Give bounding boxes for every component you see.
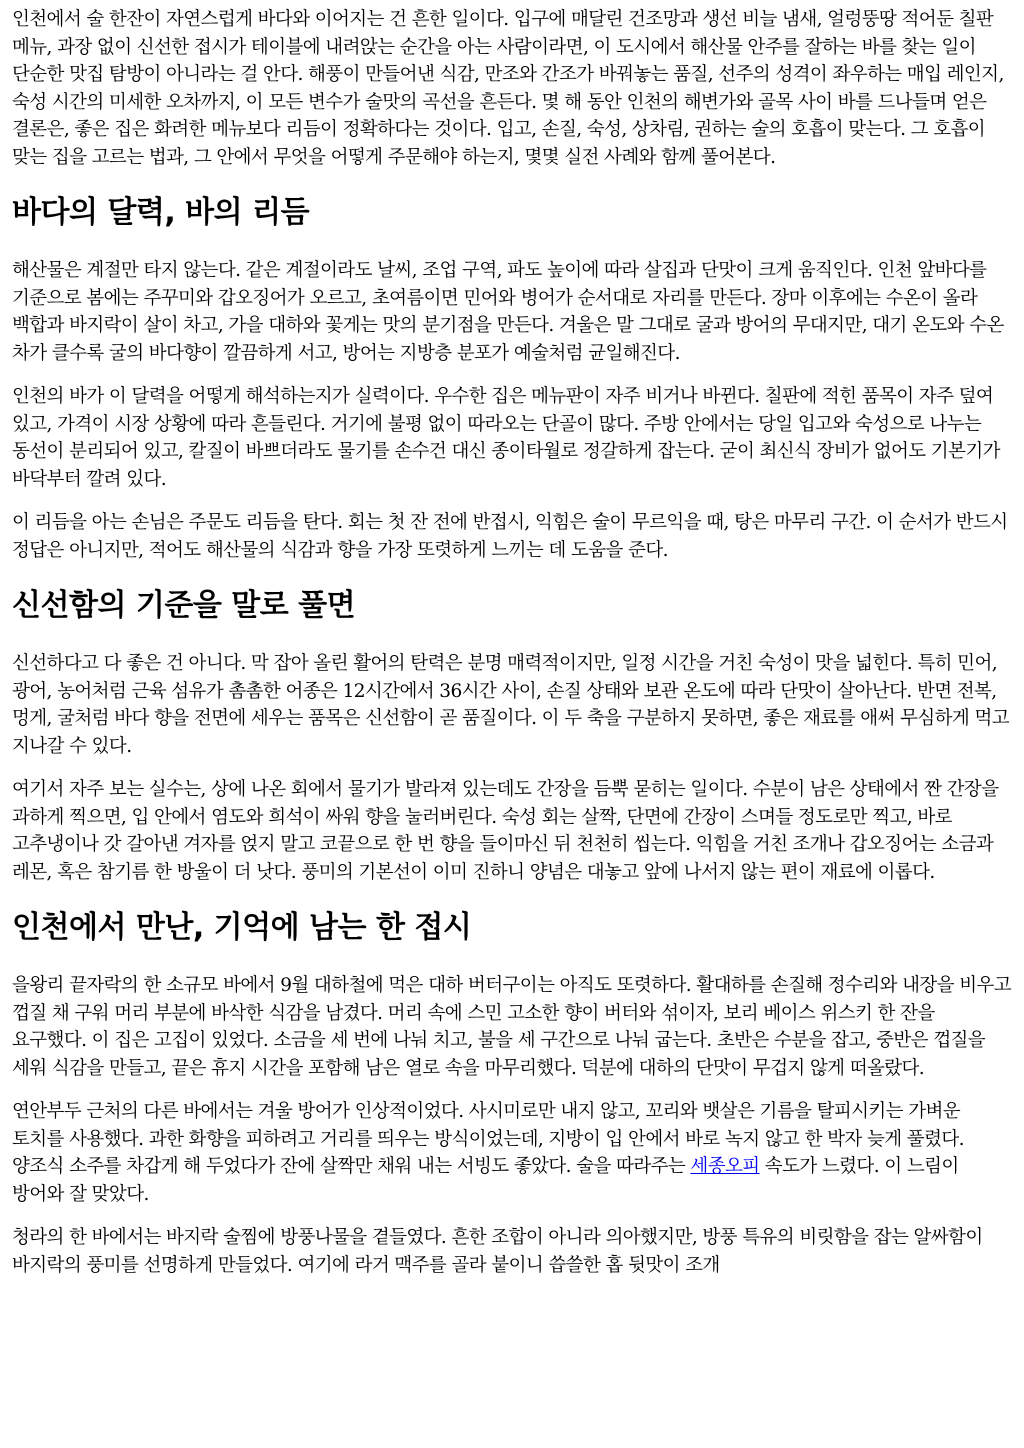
- inline-link[interactable]: 세종오피: [690, 1156, 760, 1177]
- paragraph-text: 속도가 느렸다. 이 느림이 방어와 잘 맞았다.: [12, 1156, 959, 1205]
- paragraph-with-link: [12, 1098, 1012, 1208]
- paragraph: 인천의 바가 이 달력을 어떻게 해석하는지가 실력이다. 우수한 집은 메뉴판이 자주 비거나 바뀐다. 칠판에 적힌 품목이 자주 덮여 있고, 가격이 시장 상황에 따라 흔들린다. 거기에 불평 없이 따라오는 단골이 많다. 주방 안에서는 당일 입고와 숙성으로 나누는 동선이 분리되어 있고, 칼질이 바쁘더라도 물기를 손수건 대신 종이타월로 정갈하게 잡는다. 굳이 최신식 장비가 없어도 기본기가 바닥부터 깔려 있다.: [12, 386, 1000, 490]
- paragraph: 청라의 한 바에서는 바지락 술찜에 방풍나물을 곁들였다. 흔한 조합이 아니라 의아했지만, 방풍 특유의 비릿함을 잡는 알싸함이 바지락의 풍미를 선명하게 만들었다. 여기에 라거 맥주를 골라 붙이니 씁쓸한 홉 뒷맛이 조개: [12, 1227, 983, 1276]
- section-heading-freshness: 신선함의 기준을 말로 풀면: [12, 588, 356, 623]
- paragraph: 해산물은 계절만 타지 않는다. 같은 계절이라도 날씨, 조업 구역, 파도 높이에 따라 살집과 단맛이 크게 움직인다. 인천 앞바다를 기준으로 봄에는 주꾸미와 갑오징어가 오르고, 초여름이면 민어와 병어가 순서대로 자리를 만든다. 장마 이후에는 수온이 올라 백합과 바지락이 살이 차고, 가을 대하와 꽃게는 맛의 분기점을 만든다. 겨울은 말 그대로 굴과 방어의 무대지만, 대기 온도와 수온 차가 클수록 굴의 바다향이 깔끔하게 서고, 방어는 지방층 분포가 예술처럼 균일해진다.: [12, 260, 1004, 364]
- paragraph: 을왕리 끝자락의 한 소규모 바에서 9월 대하철에 먹은 대하 버터구이는 아직도 또렷하다. 활대하를 손질해 정수리와 내장을 비우고 껍질 채 구워 머리 부분에 바삭한 식감을 남겼다. 머리 속에 스민 고소한 향이 버터와 섞이자, 보리 베이스 위스키 한 잔을 요구했다. 이 집은 고집이 있었다. 소금을 세 번에 나눠 치고, 불을 세 구간으로 나눠 굽는다. 초반은 수분을 잡고, 중반은 껍질을 세워 식감을 만들고, 끝은 휴지 시간을 포함해 남은 열로 속을 마무리했다. 덕분에 대하의 단맛이 무겁지 않게 떠올랐다.: [12, 975, 1012, 1079]
- paragraph: 이 리듬을 아는 손님은 주문도 리듬을 탄다. 회는 첫 잔 전에 반접시, 익힘은 술이 무르익을 때, 탕은 마무리 구간. 이 순서가 반드시 정답은 아니지만, 적어도 해산물의 식감과 향을 가장 또렷하게 느끼는 데 도움을 준다.: [12, 512, 1008, 561]
- article: [12, 6, 1012, 1295]
- intro-paragraph: 인천에서 술 한잔이 자연스럽게 바다와 이어지는 건 흔한 일이다. 입구에 매달린 건조망과 생선 비늘 냄새, 얼렁뚱땅 적어둔 칠판 메뉴, 과장 없이 신선한 접시가 테이블에 내려앉는 순간을 아는 사람이라면, 이 도시에서 해산물 안주를 잘하는 바를 찾는 일이 단순한 맛집 탐방이 아니라는 걸 안다. 해풍이 만들어낸 식감, 만조와 간조가 바꿔놓는 품질, 선주의 성격이 좌우하는 매입 레인지, 숙성 시간의 미세한 오차까지, 이 모든 변수가 술맛의 곡선을 흔든다. 몇 해 동안 인천의 해변가와 골목 사이 바를 드나들며 얻은 결론은, 좋은 집은 화려한 메뉴보다 리듬이 정확하다는 것이다. 입고, 손질, 숙성, 상차림, 권하는 술의 호흡이 맞는다. 그 호흡이 맞는 집을 고르는 법과, 그 안에서 무엇을 어떻게 주문해야 하는지, 몇몇 실전 사례와 함께 풀어본다.: [12, 9, 1004, 168]
- paragraph-text: 연안부두 근처의 다른 바에서는 겨울 방어가 인상적이었다. 사시미로만 내지 않고, 꼬리와 뱃살은 기름을 탈피시키는 가벼운 토치를 사용했다. 과한 화향을 피하려고 거리를 띄우는 방식이었는데, 지방이 입 안에서 바로 녹지 않고 한 박자 늦게 풀렸다. 양조식 소주를 차갑게 해 두었다가 잔에 살짝만 채워 내는 서빙도 좋았다. 술을 따라주는: [12, 1101, 964, 1177]
- paragraph: 신선하다고 다 좋은 건 아니다. 막 잡아 올린 활어의 탄력은 분명 매력적이지만, 일정 시간을 거친 숙성이 맛을 넓힌다. 특히 민어, 광어, 농어처럼 근육 섬유가 촘촘한 어종은 12시간에서 36시간 사이, 손질 상태와 보관 온도에 따라 단맛이 살아난다. 반면 전복, 멍게, 굴처럼 바다 향을 전면에 세우는 품목은 신선함이 곧 품질이다. 이 두 축을 구분하지 못하면, 좋은 재료를 애써 무심하게 먹고 지나갈 수 있다.: [12, 653, 1010, 757]
- section-heading-memorable-dish: 인천에서 만난, 기억에 남는 한 접시: [12, 910, 472, 945]
- section-heading-sea-calendar: 바다의 달력, 바의 리듬: [12, 195, 310, 230]
- paragraph: 여기서 자주 보는 실수는, 상에 나온 회에서 물기가 발라져 있는데도 간장을 듬뿍 묻히는 일이다. 수분이 남은 상태에서 짠 간장을 과하게 찍으면, 입 안에서 염도와 희석이 싸워 향을 눌러버린다. 숙성 회는 살짝, 단면에 간장이 스며들 정도로만 찍고, 바로 고추냉이나 갓 갈아낸 겨자를 얹지 말고 코끝으로 한 번 향을 들이마신 뒤 천천히 씹는다. 익힘을 거친 조개나 갑오징어는 소금과 레몬, 혹은 참기름 한 방울이 더 낫다. 풍미의 기본선이 이미 진하니 양념은 대놓고 앞에 나서지 않는 편이 재료에 이롭다.: [12, 779, 999, 883]
